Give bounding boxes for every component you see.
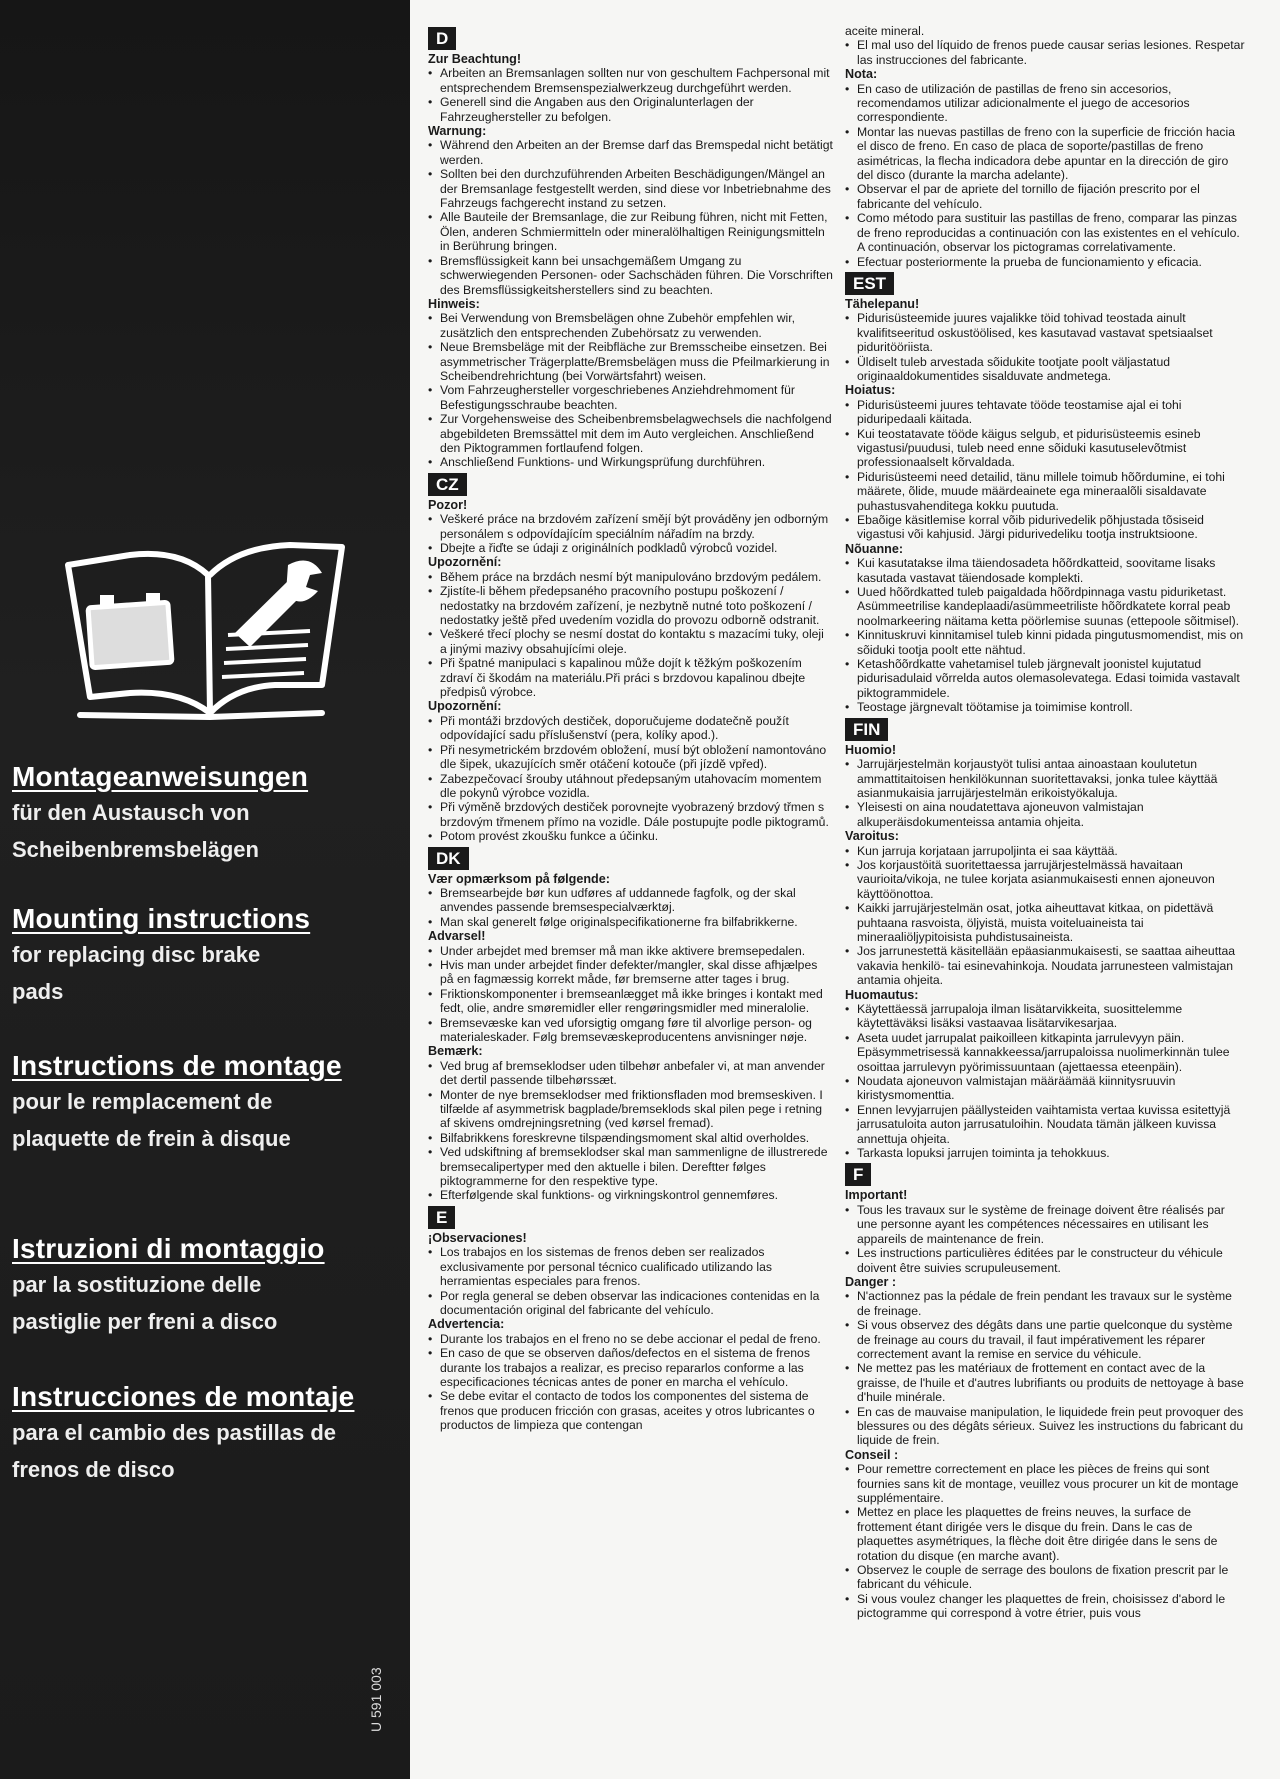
bullet-list [845, 1203, 1245, 1275]
title-en-main: Mounting instructions [12, 903, 311, 934]
title-es-sub-1: para el cambio des pastillas de [12, 1420, 337, 1445]
language-section-header [845, 1160, 1245, 1188]
list-item: • Ne mettez pas les matériaux de frottement en contact avec de la graisse, de l'huile et d'autres lubrifiants ou produits de nettoyage à base d'huile minérale. [845, 1361, 1245, 1404]
list-item: • Si vous voulez changer les plaquettes de frein, choisissez d'abord le pictogramme qui correspond à votre étrier, puis vous [845, 1592, 1245, 1621]
list-item: • Pidurisüsteemi juures tehtavate tööde teostamise ajal ei tohi piduripedaali käitada. [845, 398, 1245, 427]
list-item: • Kui kasutatakse ilma täiendosadeta hõõrdkatteid, soovitame lisaks kasutada vastavat täiendosade komplekti. [845, 556, 1245, 585]
list-item: • El mal uso del líquido de frenos puede causar serias lesiones. Respetar las instrucciones del fabricante. [845, 38, 1245, 67]
title-de-sub-2: Scheibenbremsbelägen [12, 837, 259, 862]
bullet-list [428, 66, 833, 124]
list-item: • Kui teostatavate tööde käigus selgub, et pidurisüsteemis esineb vigastusi/puudusi, tuleb need enne sõiduki kasutuselevõtmist professionaalselt kõrvaldada. [845, 427, 1245, 470]
language-badge: D [428, 27, 456, 50]
list-item: • Pidurisüsteemi need detailid, tänu millele toimub hõõrdumine, ei tohi määrete, õlide, muude määrdeainete ega mineraalõli sisaldavate puhastusvahenditega kokku puutuda. [845, 470, 1245, 513]
list-item: • Durante los trabajos en el freno no se debe accionar el pedal de freno. [428, 1332, 833, 1346]
section-heading: Upozornění: [428, 555, 502, 570]
list-item: • Jos korjaustöitä suoritettaessa jarrujärjestelmässä havaitaan vaurioita/vikoja, ne tulee korjata asianmukaisesti ennen ajoneuvon käyttöönottoa. [845, 858, 1245, 901]
list-item: • Käytettäessä jarrupaloja ilman lisätarvikkeita, suosittelemme käytettäväksi lisäksi vastaavaa lisätarvikesarjaa. [845, 1002, 1245, 1031]
title-es-sub-2: frenos de disco [12, 1457, 175, 1482]
language-section-header [428, 470, 833, 498]
language-section-header [428, 844, 833, 872]
section-heading: Danger : [845, 1274, 897, 1289]
list-item: • Monter de nye bremseklodser med friktionsfladen mod bremseskiven. I tilfælde af asymmetrisk bagplade/bremseklods skal pilen pege i retning af skivens omdrejningsretning (ved kørsel fremad). [428, 1088, 833, 1131]
section-heading: Advarsel! [428, 929, 486, 944]
list-item: • N'actionnez pas la pédale de frein pendant les travaux sur le système de freinage. [845, 1289, 1245, 1318]
list-item: • En cas de mauvaise manipulation, le liquidede frein peut provoquer des blessures ou des dégâts sérieux. Suivez les instructions du fabricant du liquide de frein. [845, 1405, 1245, 1448]
list-item: • Se debe evitar el contacto de todos los componentes del sistema de frenos que producen fricción con grasas, aceites y otros lubricantes o productos de limpieza que contengan [428, 1389, 833, 1432]
section-heading: Conseil : [845, 1447, 899, 1462]
language-section-header [845, 269, 1245, 297]
paragraph: aceite mineral. [845, 24, 925, 38]
section-heading: Zur Beachtung! [428, 52, 522, 66]
list-item: • Como método para sustituir las pastillas de freno, comparar las pinzas de freno reproducidas a continuación con las existentes en el vehículo. A continuación, observar los pictogramas correlativamente. [845, 211, 1245, 254]
list-item: • Potom provést zkoušku funkce a účinku. [428, 829, 833, 843]
list-item: • Veškeré práce na brzdovém zařízení smějí být prováděny jen odborným personálem s odpovídajícím speciálním nářadím na brzdy. [428, 512, 833, 541]
list-item: • Anschließend Funktions- und Wirkungsprüfung durchführen. [428, 455, 833, 469]
list-item: • Alle Bauteile der Bremsanlage, die zur Reibung führen, nicht mit Fetten, Ölen, anderen Schmiermitteln oder mineralölhaltigen Reinigungsmitteln in Berührung bringen. [428, 210, 833, 253]
list-item: • En caso de utilización de pastillas de freno sin accesorios, recomendamos utilizar adicionalmente el juego de accesorios correspondiente. [845, 82, 1245, 125]
section-heading: Huomio! [845, 742, 897, 757]
section-heading: Tähelepanu! [845, 296, 920, 311]
list-item: • Les instructions particulières éditées par le constructeur du véhicule doivent être suivies scrupuleusement. [845, 1246, 1245, 1275]
title-es [12, 1380, 402, 1488]
title-fr-main: Instructions de montage [12, 1050, 342, 1081]
list-item: • Při nesymetrickém brzdovém obložení, musí být obložení namontováno dle šipek, ukazujících směr otáčení kotouče (při jízdě vpřed). [428, 743, 833, 772]
list-item: • Noudata ajoneuvon valmistajan määräämää kiinnitysruuvin kiristysmomenttia. [845, 1074, 1245, 1103]
bullet-list [845, 82, 1245, 269]
bullet-list [428, 1059, 833, 1203]
list-item: • Yleisesti on aina noudatettava ajoneuvon valmistajan alkuperäisdokumenteissa antamia ohjeita. [845, 800, 1245, 829]
list-item: • Při výměně brzdových destiček porovnejte vyobrazený brzdový třmen s brzdovým třmenem přímo na vozidle. Dále postupujte podle piktogramů. [428, 800, 833, 829]
title-fr [12, 1049, 402, 1157]
bullet-list [428, 714, 833, 844]
list-item: • Během práce na brzdách nesmí být manipulováno brzdovým pedálem. [428, 570, 833, 584]
bullet-list [845, 844, 1245, 988]
list-item: • Während den Arbeiten an der Bremse darf das Bremspedal nicht betätigt werden. [428, 138, 833, 167]
list-item: • Dbejte a řiďte se údaji z originálních podkladů výrobců vozidel. [428, 541, 833, 555]
bullet-list [428, 138, 833, 296]
list-item: • Ved brug af bremseklodser uden tilbehør anbefaler vi, at man anvender det dertil passende tilbehørssæt. [428, 1059, 833, 1088]
bullet-list [845, 1002, 1245, 1160]
title-it-main: Istruzioni di montaggio [12, 1233, 325, 1264]
list-item: • Üldiselt tuleb arvestada sõidukite tootjate poolt väljastatud originaaldokumentides sisalduvate andmetega. [845, 355, 1245, 384]
bullet-list [845, 757, 1245, 829]
list-item: • En caso de que se observen daños/defectos en el sistema de frenos durante los trabajos a realizar, es preciso repararlos conforme a las especificaciones técnicas antes de poner en marcha el vehículo. [428, 1346, 833, 1389]
title-it [12, 1232, 402, 1340]
bullet-list [428, 570, 833, 700]
language-section-header [428, 1203, 833, 1231]
list-item: • Por regla general se deben observar las indicaciones contenidas en la documentación original del fabricante del vehículo. [428, 1289, 833, 1318]
title-it-sub-2: pastiglie per freni a disco [12, 1309, 278, 1334]
list-item: • Los trabajos en los sistemas de frenos deben ser realizados exclusivamente por personal técnico cualificado utilizando las herramientas especiales para frenos. [428, 1245, 833, 1288]
list-item: • Hvis man under arbejdet finder defekter/mangler, skal disse afhjælpes på en fagmæssig korrekt måde, før bremserne atter tages i brug. [428, 958, 833, 987]
section-heading: Pozor! [428, 497, 468, 512]
document-number: U 591 003 [368, 1667, 384, 1732]
bullet-list [428, 1332, 833, 1433]
list-item: • Kaikki jarrujärjestelmän osat, jotka aiheuttavat kitkaa, on pidettävä puhtaana rasvoista, öljyistä, muista voiteluaineista tai mineraaliöljypitoisista puhdistusaineista. [845, 901, 1245, 944]
list-item: • Zabezpečovací šrouby utáhnout předepsaným utahovacím momentem dle pokynů výrobce vozidla. [428, 772, 833, 801]
list-item: • Bremsflüssigkeit kann bei unsachgemäßem Umgang zu schwerwiegenden Personen- oder Sachschäden führen. Die Vorschriften des Bremsflüssigkeitsherstellers sind zu beachten. [428, 254, 833, 297]
list-item: • Generell sind die Angaben aus den Originalunterlagen der Fahrzeughersteller zu befolgen. [428, 95, 833, 124]
bullet-list [845, 556, 1245, 714]
cover-panel [0, 0, 410, 1779]
list-item: • Ebaõige käsitlemise korral võib pidurivedelik põhjustada tõsiseid vigastusi või kahjusid. Järgi pidurivedeliku tootja instruktsioone. [845, 513, 1245, 542]
language-badge: CZ [428, 473, 467, 496]
title-fr-sub-1: pour le remplacement de [12, 1089, 273, 1114]
bullet-list [845, 38, 1245, 67]
list-item: • Jos jarrunestettä käsitellään epäasianmukaisesti, se saattaa aiheuttaa vakavia henkilö- tai esinevahinkoja. Noudata jarrunesteen valmistajan antamia ohjeita. [845, 944, 1245, 987]
section-heading: Nota: [845, 67, 878, 82]
list-item: • Arbeiten an Bremsanlagen sollten nur von geschultem Fachpersonal mit entsprechendem Bremsenspezialwerkzeug durchgeführt werden. [428, 66, 833, 95]
language-section-header [428, 24, 833, 52]
language-badge: F [845, 1163, 871, 1186]
title-en-sub-1: for replacing disc brake [12, 942, 261, 967]
title-en [12, 902, 402, 1010]
list-item: • Friktionskomponenter i bremseanlægget må ikke bringes i kontakt med fedt, olie, andre smøremidler eller rengøringsmidler med mineralolie. [428, 987, 833, 1016]
section-heading: Hinweis: [428, 296, 480, 311]
title-it-sub-1: par la sostituzione delle [12, 1272, 262, 1297]
title-de-sub-1: für den Austausch von [12, 800, 250, 825]
list-item: • Při špatné manipulaci s kapalinou může dojít k těžkým poškozením zdraví či škodám na materiálu.Při práci s brzdovou kapalinou dbejte předpisů výrobce. [428, 656, 833, 699]
list-item: • Jarrujärjestelmän korjaustyöt tulisi antaa ainoastaan koulutetun ammattitaitoisen henkilökunnan suoritettavaksi, jonka tulee käyttää asianmukaisia jarrujärjestelmän erikoistyökaluja. [845, 757, 1245, 800]
language-badge: FIN [845, 718, 888, 741]
section-heading: Upozornění: [428, 699, 502, 714]
list-item: • Si vous observez des dégâts dans une partie quelconque du système de freinage au cours du travail, il faut impérativement les réparer correctement avant la remise en service du véhicule. [845, 1318, 1245, 1361]
list-item: • Bremsevæske kan ved uforsigtig omgang føre til alvorlige person- og materialeskader. Følg bremsevæskeproducentens anvisninger nøje. [428, 1016, 833, 1045]
list-item: • Tarkasta lopuksi jarrujen toiminta ja tehokkuus. [845, 1146, 1245, 1160]
list-item: • Ennen levyjarrujen päällysteiden vaihtamista vertaa kuvissa esitettyjä jarrusatuloita auton jarrusatuloihin. Noudata tämän jälkeen kuvissa annettuja ohjeita. [845, 1103, 1245, 1146]
list-item: • Uued hõõrdkatted tuleb paigaldada hõõrdpinnaga vastu piduriketast. Asümmeetrilise kandeplaadi/asümmeetriliste hõõrdkatete korral peab noolmarkeering näitama ketta pöörlemise suunas (ettepoole sõitmisel). [845, 585, 1245, 628]
instructions-column-right [845, 24, 1245, 1621]
title-en-sub-2: pads [12, 979, 64, 1004]
list-item: • Mettez en place les plaquettes de freins neuves, la surface de frottement étant dirigée vers le disque du frein. Dans le cas de plaquettes asymétriques, la flèche doit être dirigée dans le sens de rotation du disque (en marche avant). [845, 1505, 1245, 1563]
list-item: • Vom Fahrzeughersteller vorgeschriebenes Anziehdrehmoment für Befestigungsschraube beachten. [428, 383, 833, 412]
title-de [12, 760, 402, 868]
list-item: • Bei Verwendung von Bremsbelägen ohne Zubehör empfehlen wir, zusätzlich den entsprechenden Zubehörsatz zu verwenden. [428, 311, 833, 340]
section-heading: Vær opmærksom på følgende: [428, 871, 610, 886]
title-de-main: Montageanweisungen [12, 761, 309, 792]
list-item: • Observar el par de apriete del tornillo de fijación prescrito por el fabricante del vehículo. [845, 182, 1245, 211]
bullet-list [428, 311, 833, 469]
language-badge: DK [428, 847, 469, 870]
bullet-list [428, 1245, 833, 1317]
list-item: • Neue Bremsbeläge mit der Reibfläche zur Bremsscheibe einsetzen. Bei asymmetrischer Trägerplatte/Bremsbelägen muss die Pfeilmarkierung in Scheibendrehrichtung (bei Vorwärtsfahrt) weisen. [428, 340, 833, 383]
list-item: • Ketashõõrdkatte vahetamisel tuleb järgnevalt joonistel kujutatud pidurisadulaid võrrelda autos olemasolevatega. Edasi toimida vastavalt piktogrammidele. [845, 657, 1245, 700]
list-item: • Teostage järgnevalt töötamise ja toimimise kontroll. [845, 700, 1245, 714]
list-item: • Bilfabrikkens foreskrevne tilspændingsmoment skal altid overholdes. [428, 1131, 833, 1145]
language-section-header [845, 715, 1245, 743]
bullet-list [428, 886, 833, 929]
list-item: • Zur Vorgehensweise des Scheibenbremsbelagwechsels die nachfolgend abgebildeten Bremssättel mit dem im Auto vergleichen. Anschließend den Piktogrammen fortlaufend folgen. [428, 412, 833, 455]
bullet-list [845, 398, 1245, 542]
language-badge: E [428, 1206, 455, 1229]
list-item: • Efterfølgende skal funktions- og virkningskontrol gennemføres. [428, 1188, 833, 1202]
bullet-list [428, 512, 833, 555]
list-item: • Pour remettre correctement en place les pièces de freins qui sont fournies sans kit de montage, veuillez vous procurer un kit de montage supplémentaire. [845, 1462, 1245, 1505]
section-heading: ¡Observaciones! [428, 1230, 527, 1245]
list-item: • Sollten bei den durchzuführenden Arbeiten Beschädigungen/Mängel an der Bremsanlage festgestellt werden, sind diese vor Inbetriebnahme des Fahrzeugs fachgerecht instand zu setzen. [428, 167, 833, 210]
list-item: • Man skal generelt følge originalspecifikationerne fra bilfabrikkerne. [428, 915, 833, 929]
section-heading: Important! [845, 1188, 908, 1203]
list-item: • Aseta uudet jarrupalat paikoilleen kitkapinta jarrulevyyn päin. Epäsymmetrisessä kannakkeessa/jarrupaloissa nuolimerkinnän tulee osoittaa jarrulevyn pyörimissuuntaan (ajettaessa eteenpäin). [845, 1031, 1245, 1074]
section-heading: Bemærk: [428, 1044, 483, 1059]
list-item: • Při montáži brzdových destiček, doporučujeme dodatečně použít odpovídající sadu příslušenství (pera, kolíky apod.). [428, 714, 833, 743]
list-item: • Montar las nuevas pastillas de freno con la superficie de fricción hacia el disco de freno. En caso de placa de soporte/pastillas de freno asimétricas, la flecha indicadora debe apuntar en la dirección de giro del disco (durante la marcha adelante). [845, 125, 1245, 183]
bullet-list [428, 944, 833, 1045]
manual-book-wrench-icon [60, 535, 350, 725]
section-heading: Hoiatus: [845, 383, 896, 398]
instructions-column-middle [428, 24, 833, 1433]
bullet-list [845, 1289, 1245, 1447]
section-heading: Huomautus: [845, 987, 919, 1002]
list-item: • Veškeré třecí plochy se nesmí dostat do kontaktu s mazacími tuky, oleji a jinými mazivy obsahujícími oleje. [428, 627, 833, 656]
language-badge: EST [845, 272, 894, 295]
bullet-list [845, 1462, 1245, 1620]
title-fr-sub-2: plaquette de frein à disque [12, 1126, 291, 1151]
list-item: • Bremsearbejde bør kun udføres af uddannede fagfolk, og der skal anvendes passende bremsespecialværktøj. [428, 886, 833, 915]
section-heading: Varoitus: [845, 829, 899, 844]
section-heading: Warnung: [428, 124, 487, 139]
list-item: • Observez le couple de serrage des boulons de fixation prescrit par le fabricant du véhicule. [845, 1563, 1245, 1592]
list-item: • Ved udskiftning af bremseklodser skal man sammenligne de illustrerede bremsecalipertyper med den aktuelle i bilen. Dereftter følges piktogrammerne for den respektive type. [428, 1145, 833, 1188]
bullet-list [845, 311, 1245, 383]
title-es-main: Instrucciones de montaje [12, 1381, 355, 1412]
list-item: • Zjistíte-li během předepsaného pracovního postupu poškození / nedostatky na brzdovém zařízení, je nezbytně nutné toto poškození / nedostatky ještě před uvedením vozidla do provozu odborně odstranit. [428, 584, 833, 627]
list-item: • Efectuar posteriormente la prueba de funcionamiento y eficacia. [845, 255, 1245, 269]
list-item: • Tous les travaux sur le système de freinage doivent être réalisés par une personne ayant les compétences nécessaires en utilisant les appareils de maintenance de frein. [845, 1203, 1245, 1246]
section-heading: Advertencia: [428, 1317, 505, 1332]
list-item: • Under arbejdet med bremser må man ikke aktivere bremsepedalen. [428, 944, 833, 958]
section-heading: Nõuanne: [845, 541, 904, 556]
list-item: • Kinnituskruvi kinnitamisel tuleb kinni pidada pingutusmomendist, mis on sõiduki tootja poolt ette nähtud. [845, 628, 1245, 657]
list-item: • Pidurisüsteemide juures vajalikke töid tohivad teostada ainult kvalifitseeritud oskustöölised, kes kasutavad vastavat spetsiaalset piduritööriista. [845, 311, 1245, 354]
list-item: • Kun jarruja korjataan jarrupoljinta ei saa käyttää. [845, 844, 1245, 858]
